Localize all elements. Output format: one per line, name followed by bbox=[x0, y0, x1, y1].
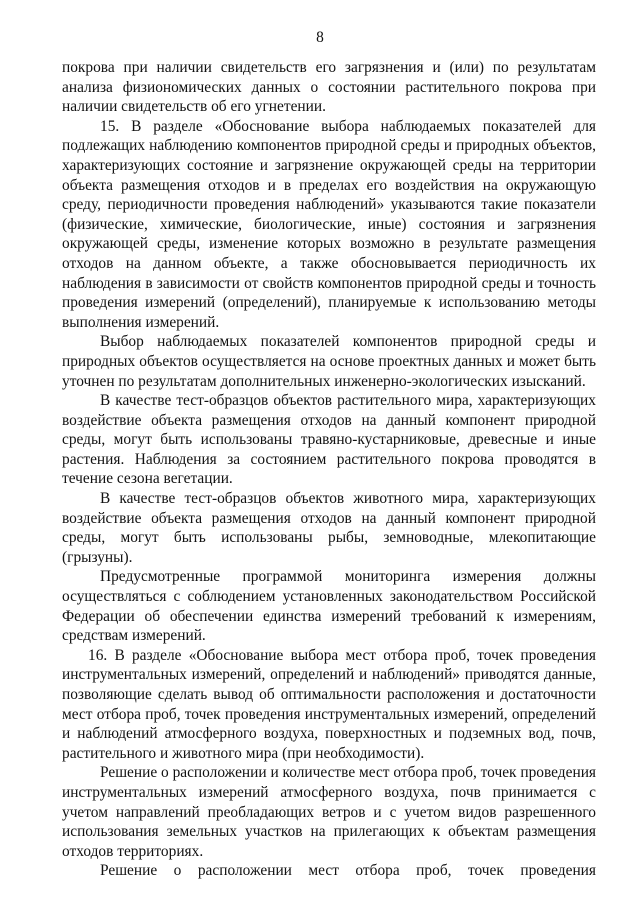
paragraph-plant-test-samples: В качестве тест-образцов объектов растительного мира, характеризующих воздействие объекта размещения отходов на данный компонент природной среды, могут быть использованы травяно-кустарниковые, древесные и иные растения. Наблюдения за состоянием растительного покрова проводятся в течение сезона вегетации. bbox=[62, 392, 596, 488]
document-body bbox=[62, 58, 596, 881]
paragraph-section-15: 15. В разделе «Обоснование выбора наблюдаемых показателей для подлежащих наблюдению компонентов природной среды и природных объектов, характеризующих состояние и загрязнение окружающей среды на территории объекта размещения отходов и в пределах его воздействия на окружающую среду, периодичности проведения наблюдений» указываются такие показатели (физические, химические, биологические, иные) состояния и загрязнения окружающей среды, изменение которых возможно в результате размещения отходов на данном объекте, а также обосновывается периодичность их наблюдения в зависимости от свойств компонентов природной среды и точность проведения измерений (определений), планируемые к использованию методы выполнения измерений. bbox=[62, 117, 596, 331]
paragraph-final-fragment: Решение о расположении мест отбора проб, точек проведения bbox=[100, 862, 596, 880]
paragraph-measurement-requirements: Предусмотренные программой мониторинга измерения должны осуществляться с соблюдением установленных законодательством Российской Федерации об обеспечении единства измерений требований к измерениям, средствам измерений. bbox=[62, 568, 596, 645]
paragraph-animal-test-samples: В качестве тест-образцов объектов животного мира, характеризующих воздействие объекта размещения отходов на данный компонент природной среды, могут быть использованы рыбы, земноводные, млекопитающие (грызуны). bbox=[62, 490, 596, 566]
paragraph-indicator-selection: Выбор наблюдаемых показателей компонентов природной среды и природных объектов осуществляется на основе проектных данных и может быть уточнен по результатам дополнительных инженерно-экологических изысканий. bbox=[62, 333, 596, 390]
paragraph-sampling-location-decision: Решение о расположении и количестве мест отбора проб, точек проведения инструментальных измерений атмосферного воздуха, почв принимается с учетом направлений преобладающих ветров и с учетом видов разрешенного использования земельных участков на прилегающих к объектам размещения отходов территориях. bbox=[62, 764, 597, 860]
paragraph-continuation: покрова при наличии свидетельств его загрязнения и (или) по результатам анализа физиономических данных о состоянии растительного покрова при наличии свидетельств об его угнетении. bbox=[62, 59, 596, 116]
paragraph-section-16: 16. В разделе «Обоснование выбора мест отбора проб, точек проведения инструментальных измерений, определений и наблюдений» приводятся данные, позволяющие сделать вывод об оптимальности расположения и достаточности мест отбора проб, точек проведения инструментальных измерений, определений и наблюдений атмосферного воздуха, поверхностных и подземных вод, почв, растительного и животного мира (при необходимости). bbox=[62, 646, 596, 762]
page-number: 8 bbox=[316, 29, 324, 46]
